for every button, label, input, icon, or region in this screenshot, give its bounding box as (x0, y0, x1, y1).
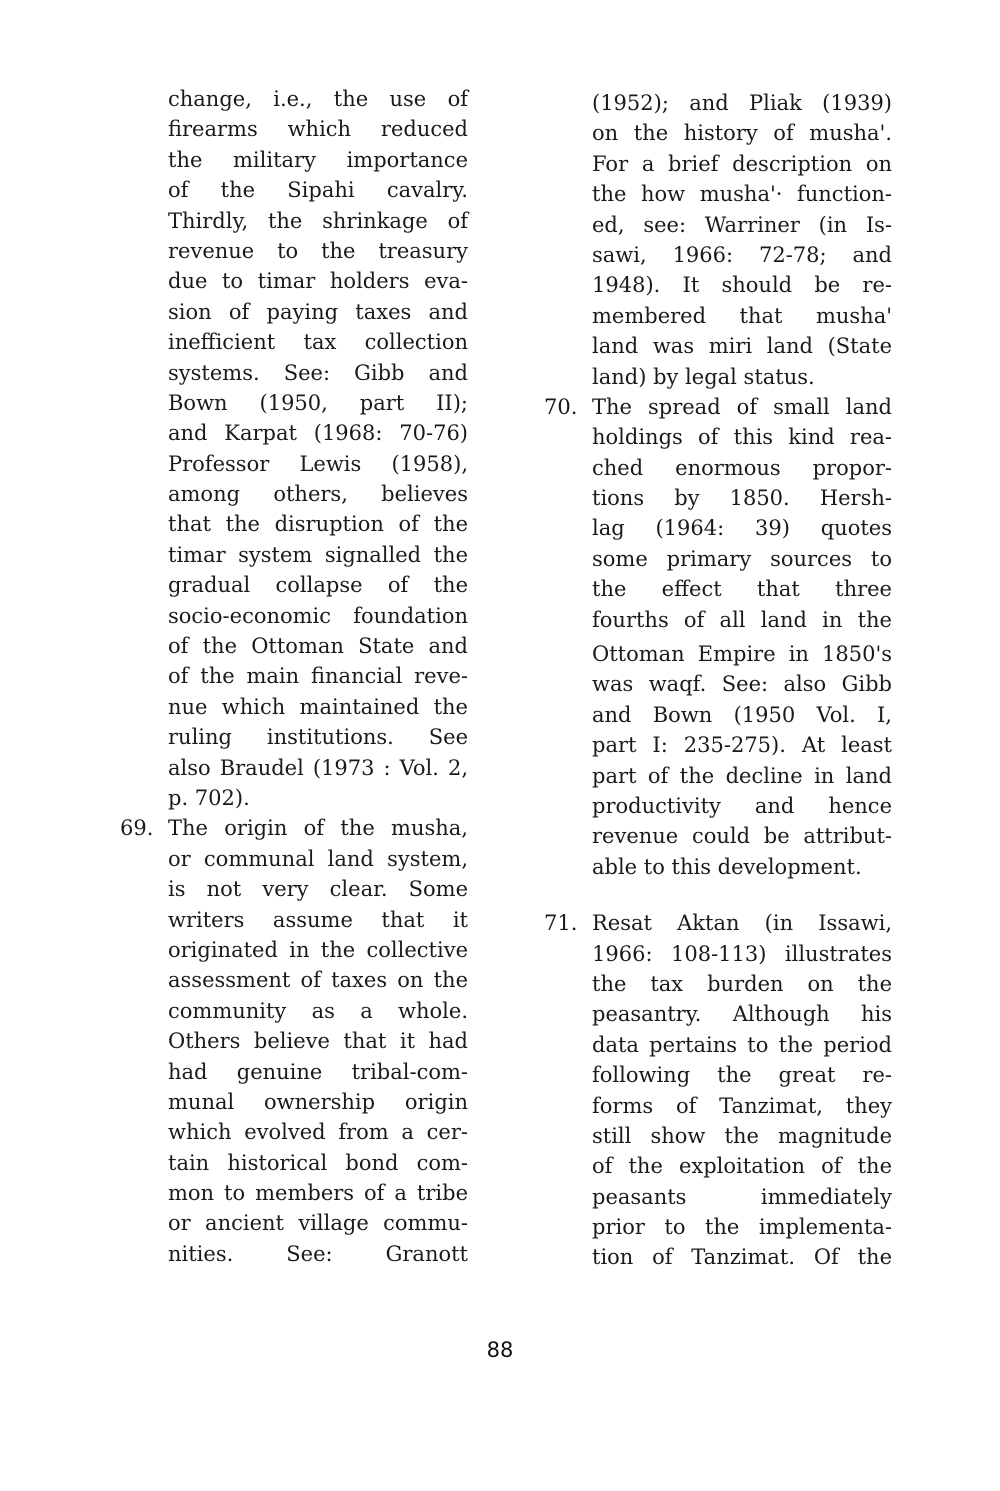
text-line: tain historical bond com- (168, 1150, 468, 1175)
text-line: data pertains to the period (592, 1032, 892, 1057)
text-line: and Bown (1950 Vol. I, (592, 702, 892, 727)
left-continuation-text (168, 84, 468, 813)
left-column (120, 84, 468, 1269)
text-line: peasants immediately (592, 1184, 892, 1209)
text-line: the how musha'· function- (592, 182, 892, 207)
text-line: community as a whole. (168, 998, 468, 1023)
text-line: Professor Lewis (1958), (168, 451, 468, 476)
text-line: peasantry. Although his (592, 1002, 892, 1027)
text-line: Others believe that it had (168, 1029, 468, 1054)
text-line: Ottoman Empire in 1850's (592, 642, 892, 667)
text-line: gradual collapse of the (168, 573, 468, 598)
text-line: 1948). It should be re- (592, 273, 892, 298)
text-line: inefficient tax collection (168, 330, 468, 355)
footnote-71 (544, 908, 892, 1273)
text-line: of the exploitation of the (592, 1154, 892, 1179)
text-line: land) by legal status. (592, 364, 815, 389)
text-line: nities. See: Granott (168, 1241, 468, 1266)
text-line: still show the magnitude (592, 1123, 892, 1148)
text-line: ed, see: Warriner (in Is- (592, 212, 892, 237)
text-line: The spread of small land (592, 394, 892, 419)
text-line: sion of paying taxes and (168, 299, 468, 324)
text-line: Bown (1950, part II); (168, 390, 468, 415)
text-line: ched enormous propor- (592, 455, 892, 480)
text-line: ruling institutions. See (168, 725, 468, 750)
footnote-69 (120, 813, 468, 1269)
right-continuation-text (592, 88, 892, 392)
text-line: originated in the collective (168, 937, 468, 962)
text-line: tion of Tanzimat. Of the (592, 1245, 892, 1270)
text-line: or communal land system, (168, 846, 468, 871)
text-line: munal ownership origin (168, 1089, 468, 1114)
text-line: Resat Aktan (in Issawi, (592, 911, 892, 936)
text-line: the effect that three (592, 577, 892, 602)
text-line: part of the decline in land (592, 763, 892, 788)
text-line: is not very clear. Some (168, 877, 468, 902)
text-line: on the history of musha'. (592, 121, 892, 146)
text-line: lag (1964: 39) quotes (592, 516, 892, 541)
text-line: sawi, 1966: 72-78; and (592, 242, 892, 267)
text-line: among others, believes (168, 482, 468, 507)
text-line: writers assume that it (168, 907, 468, 932)
text-line: productivity and hence (592, 793, 892, 818)
text-line: following the great re- (592, 1063, 892, 1088)
text-line: nue which maintained the (168, 694, 468, 719)
text-line: and Karpat (1968: 70-76) (168, 421, 468, 446)
footnote-number: 69. (120, 816, 154, 841)
text-line: mon to members of a tribe (168, 1181, 468, 1206)
right-column (544, 88, 892, 1273)
text-line: the tax burden on the (592, 971, 892, 996)
text-line: firearms which reduced (168, 117, 468, 142)
text-line: p. 702). (168, 785, 250, 810)
footnote-number: 70. (544, 394, 578, 419)
footnote-70-continued (592, 639, 892, 882)
text-line: some primary sources to (592, 546, 892, 571)
text-line: fourths of all land in the (592, 607, 892, 632)
page-number: 88 (486, 1338, 514, 1362)
text-line: holdings of this kind rea- (592, 425, 892, 450)
text-line: able to this development. (592, 854, 862, 879)
text-line: Thirdly, the shrinkage of (168, 208, 468, 233)
text-line: had genuine tribal-com- (168, 1059, 468, 1084)
text-line: was waqf. See: also Gibb (592, 672, 892, 697)
text-line: of the Ottoman State and (168, 634, 468, 659)
text-line: (1952); and Pliak (1939) (592, 91, 892, 115)
text-line: change, i.e., the use of (168, 87, 468, 111)
text-line: systems. See: Gibb and (168, 360, 468, 385)
text-line: of the Sipahi cavalry. (168, 178, 468, 203)
text-line: part I: 235-275). At least (592, 733, 892, 758)
text-line: the military importance (168, 147, 468, 172)
text-line: forms of Tanzimat, they (592, 1093, 892, 1118)
text-line: membered that musha' (592, 303, 892, 328)
text-line: of the main financial reve- (168, 664, 468, 689)
text-line: which evolved from a cer- (168, 1120, 468, 1145)
text-line: timar system signalled the (168, 542, 468, 567)
text-line: or ancient village commu- (168, 1211, 468, 1236)
text-line: tions by 1850. Hersh- (592, 486, 892, 511)
text-line: that the disruption of the (168, 512, 468, 537)
text-line: revenue could be attribut- (592, 824, 892, 849)
text-line: prior to the implementa- (592, 1215, 892, 1240)
text-line: revenue to the treasury (168, 238, 468, 263)
footnote-70 (544, 392, 892, 882)
text-line: The origin of the musha, (168, 816, 468, 841)
text-line: land was miri land (State (592, 334, 892, 359)
text-line: assessment of taxes on the (168, 968, 468, 993)
text-line: also Braudel (1973 : Vol. 2, (168, 755, 468, 780)
text-line: socio-economic foundation (168, 603, 468, 628)
text-line: For a brief description on (592, 151, 892, 176)
text-line: 1966: 108-113) illustrates (592, 941, 892, 966)
text-line: due to timar holders eva- (168, 269, 468, 294)
footnote-number: 71. (544, 911, 578, 936)
